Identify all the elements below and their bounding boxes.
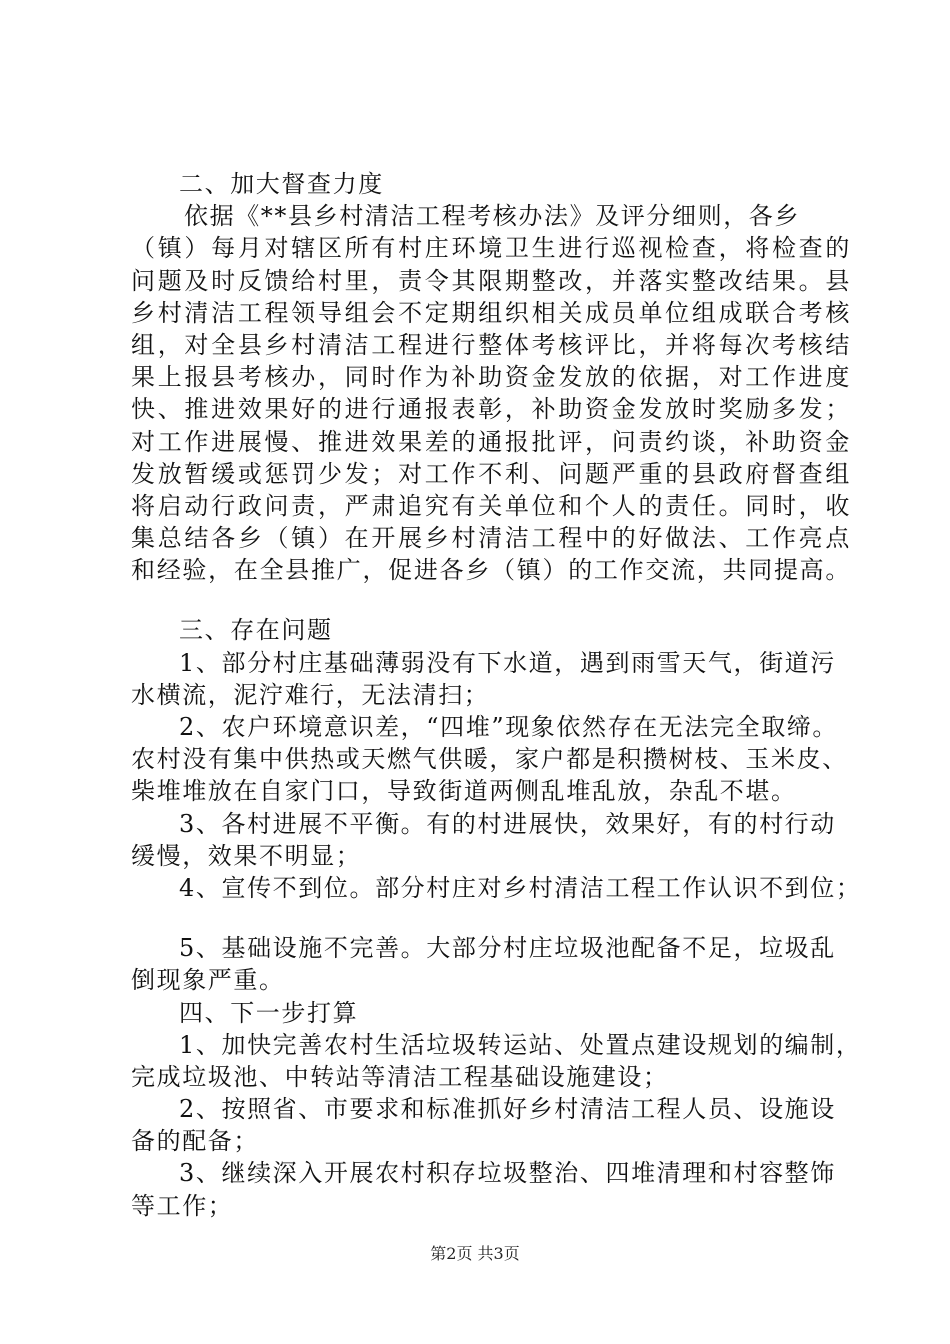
paragraph-line: 问题及时反馈给村里，责令其限期整改，并落实整改结果。县 bbox=[131, 266, 851, 295]
paragraph-line: 组，对全县乡村清洁工程进行整体考核评比，并将每次考核结 bbox=[131, 330, 851, 359]
paragraph-line: 快、推进效果好的进行通报表彰，补助资金发放时奖励多发； bbox=[131, 395, 851, 424]
paragraph-line: 将启动行政问责，严肃追究有关单位和个人的责任。同时，收 bbox=[131, 491, 851, 520]
list-item-line: 柴堆堆放在自家门口，导致街道两侧乱堆乱放，杂乱不堪。 bbox=[131, 777, 797, 806]
paragraph-gap bbox=[131, 904, 851, 932]
list-item-line: 1、加快完善农村生活垃圾转运站、处置点建设规划的编制， bbox=[179, 1030, 862, 1059]
list-item-line: 4、宣传不到位。部分村庄对乡村清洁工程工作认识不到位； bbox=[179, 873, 862, 902]
section-heading-4: 四、下一步打算 bbox=[179, 998, 359, 1027]
list-item-line: 农村没有集中供热或天燃气供暖，家户都是积攒树枝、玉米皮、 bbox=[131, 745, 848, 774]
list-item-line: 倒现象严重。 bbox=[131, 966, 285, 995]
paragraph-line: 和经验，在全县推广，促进各乡（镇）的工作交流，共同提高。 bbox=[131, 556, 851, 585]
list-item-line: 水横流，泥泞难行，无法清扫； bbox=[131, 680, 490, 709]
paragraph-line: （镇）每月对辖区所有村庄环境卫生进行巡视检查，将检查的 bbox=[131, 234, 851, 263]
list-item-line: 2、农户环境意识差，“四堆”现象依然存在无法完全取缔。 bbox=[179, 713, 839, 741]
list-item-line: 3、继续深入开展农村积存垃圾整治、四堆清理和村容整饰 bbox=[179, 1159, 836, 1188]
paragraph-line: 果上报县考核办，同时作为补助资金发放的依据，对工作进度 bbox=[131, 363, 851, 392]
paragraph-line: 集总结各乡（镇）在开展乡村清洁工程中的好做法、工作亮点 bbox=[131, 524, 851, 553]
list-item-line: 等工作； bbox=[131, 1191, 234, 1220]
list-item-line: 完成垃圾池、中转站等清洁工程基础设施建设； bbox=[131, 1062, 669, 1091]
list-item-line: 备的配备； bbox=[131, 1127, 259, 1156]
paragraph-line: 发放暂缓或惩罚少发；对工作不利、问题严重的县政府督查组 bbox=[131, 459, 851, 488]
document-body bbox=[131, 168, 862, 1222]
list-item-line: 3、各村进展不平衡。有的村进展快，效果好，有的村行动 bbox=[179, 809, 836, 838]
paragraph-gap bbox=[131, 586, 851, 614]
section-4-list bbox=[131, 1029, 862, 1222]
section-3-list bbox=[131, 647, 862, 997]
section-2-paragraph bbox=[131, 200, 851, 586]
list-item-line: 1、部分村庄基础薄弱没有下水道，遇到雨雪天气，街道污 bbox=[179, 648, 836, 677]
list-item-line: 5、基础设施不完善。大部分村庄垃圾池配备不足，垃圾乱 bbox=[179, 934, 836, 963]
section-heading-2: 二、加大督查力度 bbox=[179, 170, 384, 198]
paragraph-line: 乡村清洁工程领导组会不定期组织相关成员单位组成联合考核 bbox=[131, 298, 851, 327]
page-footer: 第2页 共3页 bbox=[430, 1244, 520, 1263]
list-item-line: 2、按照省、市要求和标准抓好乡村清洁工程人员、设施设 bbox=[179, 1095, 836, 1124]
paragraph-line: 依据《**县乡村清洁工程考核办法》及评分细则，各乡 bbox=[184, 202, 800, 231]
list-item-line: 缓慢，效果不明显； bbox=[131, 841, 362, 870]
paragraph-line: 对工作进展慢、推进效果差的通报批评，问责约谈，补助资金 bbox=[131, 427, 851, 456]
section-heading-3: 三、存在问题 bbox=[179, 616, 333, 645]
